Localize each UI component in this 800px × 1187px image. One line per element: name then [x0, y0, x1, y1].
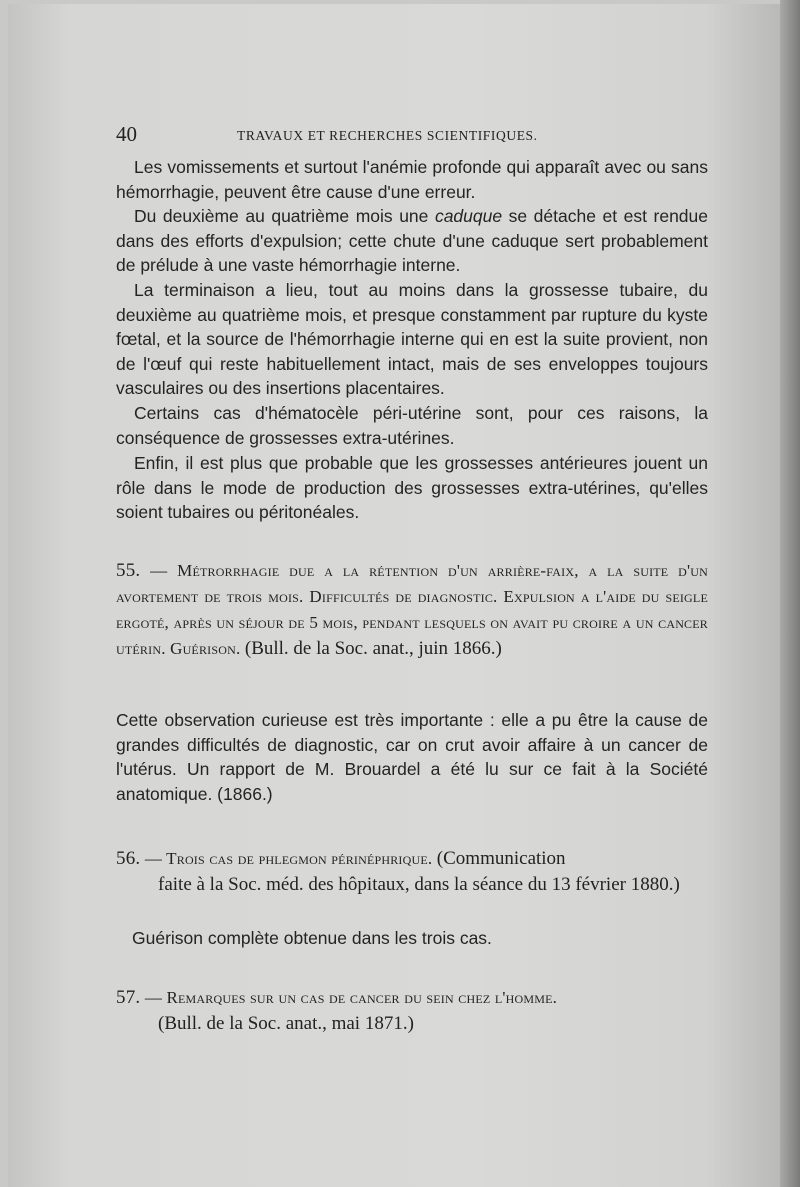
entry-55-note: Cette observation curieuse est très importante : elle a pu être la cause de grandes difficultés de diagnostic, car on crut avoir affaire à un cancer de l'utérus. Un rapport de M. Brouardel a été lu sur ce fait à la Société anatomique. (1866.) — [116, 710, 708, 804]
entry-57-number: 57. — [116, 987, 141, 1008]
paragraph-terminaison: La terminaison a lieu, tout au moins dans la grossesse tubaire, du deuxième au quatrième mois, et presque constamment par rupture du kyste fœtal, et la source de l'hémorrhagie interne qui en est la suite provient, non de l'œuf qui reste habituellement intact, mais de ses enveloppes toujours vasculaires ou des insertions placentaires. — [116, 280, 708, 398]
entry-55-heading — [116, 558, 708, 662]
entry-56-reference: (Communication — [436, 848, 566, 869]
paragraph-caduque: Du deuxième au quatrième mois une caduque se détache et est rendue dans des efforts d'expulsion; cette chute d'une caduque sert probablement de prélude à une vaste hémorrhagie interne. — [116, 206, 708, 275]
entry-57-title: — Remarques sur un cas de cancer du sein chez l'homme. — [144, 988, 558, 1007]
italic-caduque: caduque — [434, 206, 503, 226]
entry-56-number: 56. — [116, 848, 141, 869]
entry-56-heading — [116, 846, 708, 872]
entry-56-title: — Trois cas de phlegmon périnéphrique. — [144, 849, 433, 868]
paragraph-vomissements: Les vomissements et surtout l'anémie profonde qui apparaît avec ou sans hémorrhagie, peuvent être cause d'une erreur. — [116, 157, 708, 202]
paragraph-hematocele: Certains cas d'hématocèle péri-utérine sont, pour ces raisons, la conséquence de grossesses extra-utérines. — [116, 403, 708, 448]
entry-56-note: Guérison complète obtenue dans les trois cas. — [132, 928, 492, 948]
entry-55-title: — Métrorrhagie due a la rétention d'un arrière-faix, a la suite d'un avortement de trois mois. Difficultés de diagnostic. Expulsion a l'aide du seigle ergoté, après un séjour de 5 mois, pendant lesquels on avait pu croire a un cancer utérin. Guérison. — [116, 561, 708, 658]
entry-57-heading — [116, 985, 708, 1011]
page-number: 40 — [116, 122, 137, 146]
entry-56-reference-continued: faite à la Soc. méd. des hôpitaux, dans la séance du 13 février 1880.) — [158, 874, 680, 895]
running-title: TRAVAUX ET RECHERCHES SCIENTIFIQUES. — [237, 128, 538, 143]
paragraph-enfin: Enfin, il est plus que probable que les grossesses antérieures jouent un rôle dans le mode de production des grossesses extra-utérines, qu'elles soient tubaires ou péritonéales. — [116, 453, 708, 522]
entry-57-reference: (Bull. de la Soc. anat., mai 1871.) — [158, 1013, 414, 1034]
entry-55-number: 55. — [116, 560, 141, 581]
entry-55-reference: (Bull. de la Soc. anat., juin 1866.) — [244, 638, 502, 659]
page-edge-shadow — [780, 0, 800, 1187]
page-header — [116, 122, 706, 152]
